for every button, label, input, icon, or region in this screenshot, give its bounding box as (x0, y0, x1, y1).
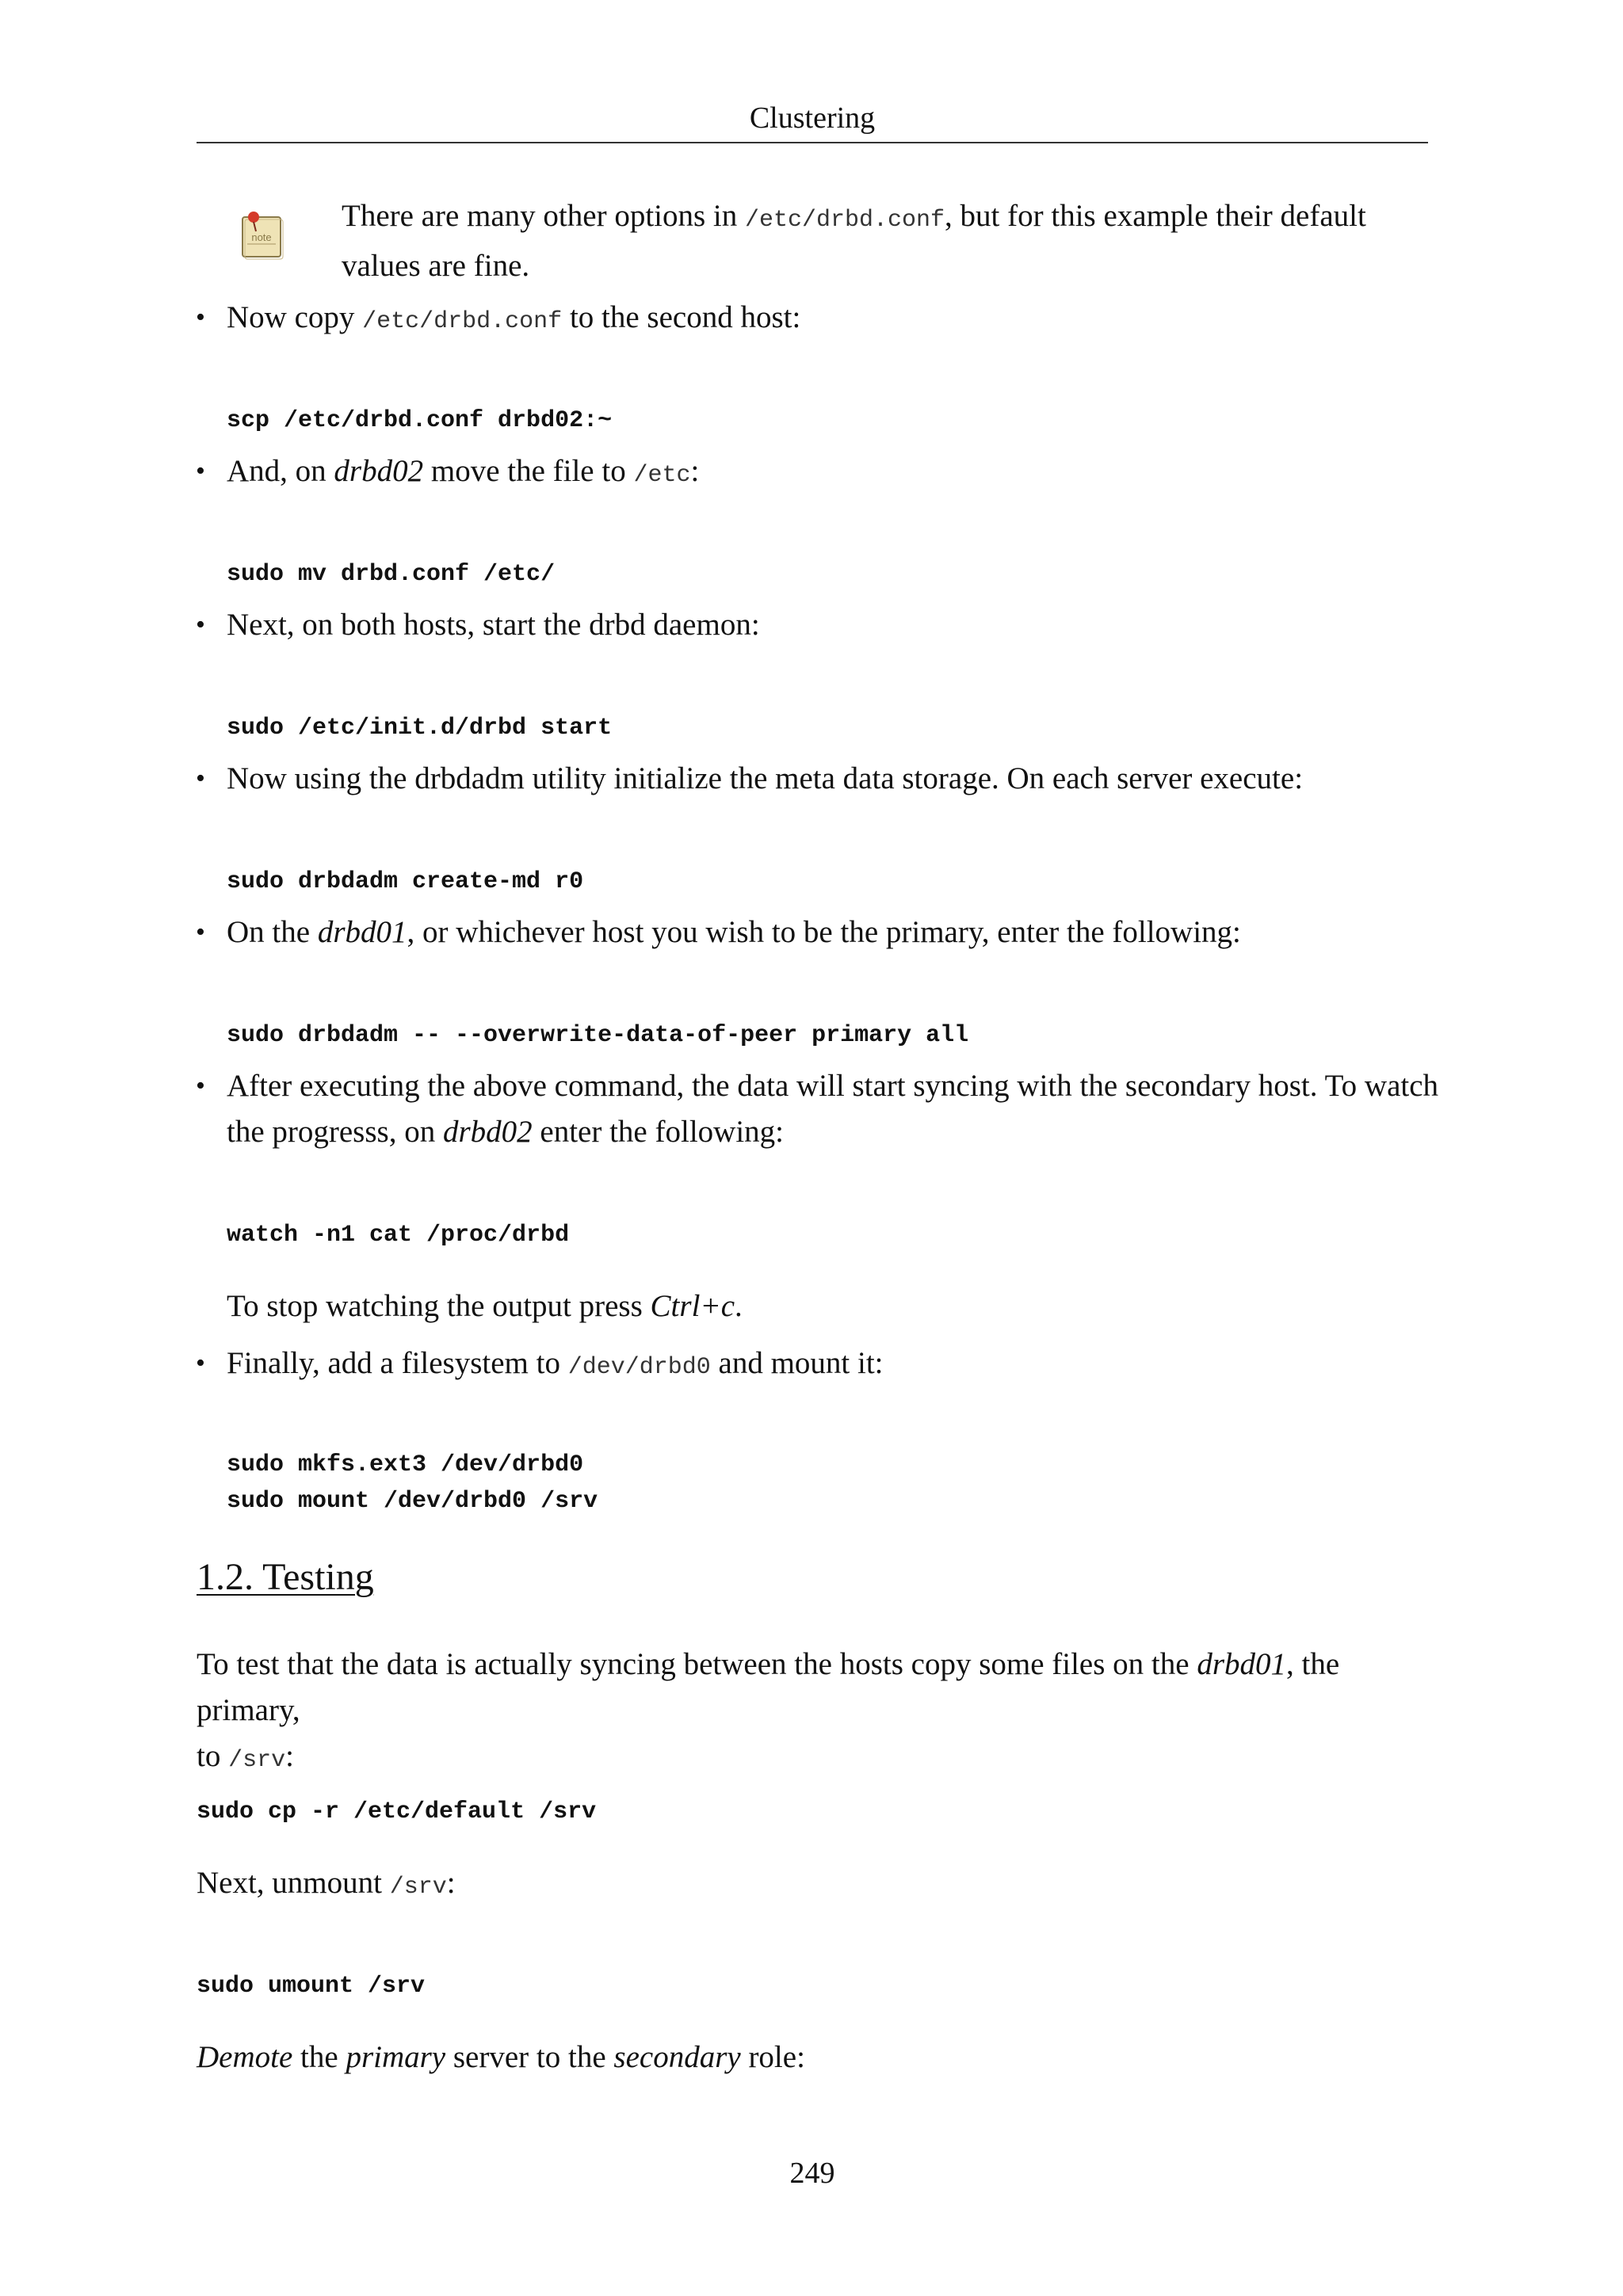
header-divider (197, 142, 1428, 143)
emphasis: primary (346, 2040, 446, 2074)
step-text: : (690, 454, 700, 488)
note-text-after: , but for this example their default values are fine. (342, 199, 1366, 283)
step-move-conf (227, 448, 699, 498)
step-text: Now copy (227, 300, 363, 334)
step-text: And, on (227, 454, 334, 488)
command-start: sudo /etc/init.d/drbd start (227, 715, 613, 742)
host-name: drbd01 (317, 915, 407, 949)
note-code: /etc/drbd.conf (745, 207, 945, 234)
step-text: and mount it: (710, 1346, 884, 1380)
step-text: To stop watching the output press (227, 1289, 651, 1323)
command-mkfs: sudo mkfs.ext3 /dev/drbd0 (227, 1451, 584, 1478)
paragraph-text: To test that the data is actually syncing between the hosts copy some files on the (197, 1647, 1197, 1681)
paragraph-text: , the primary, (197, 1647, 1340, 1727)
testing-intro-line2 (197, 1733, 1433, 1783)
step-text: Finally, add a filesystem to (227, 1346, 568, 1380)
step-text: move the file to (423, 454, 634, 488)
inline-code: /etc/drbd.conf (362, 308, 563, 335)
testing-demote-text (197, 2035, 805, 2081)
host-name: drbd01 (1197, 1647, 1286, 1681)
inline-code: /etc (633, 462, 691, 489)
bullet: • (196, 456, 205, 486)
step-set-primary (227, 910, 1241, 955)
note-text-before: There are many other options in (342, 199, 745, 233)
testing-intro (197, 1642, 1433, 1783)
step-text: the progresss, on (227, 1115, 443, 1149)
command-primary: sudo drbdadm -- --overwrite-data-of-peer primary all (227, 1022, 969, 1049)
emphasis: Demote (197, 2040, 293, 2074)
bullet: • (196, 1071, 205, 1100)
step-text: , or whichever host you wish to be the primary, enter the following: (407, 915, 1241, 949)
step-text: to the second host: (562, 300, 801, 334)
paragraph-text: : (446, 1866, 456, 1900)
inline-code: /dev/drbd0 (567, 1354, 711, 1381)
step-text: enter the following: (532, 1115, 784, 1149)
inline-code: /srv (228, 1747, 286, 1774)
host-name: drbd02 (442, 1115, 533, 1149)
inline-code: /srv (389, 1874, 447, 1901)
note-text (342, 193, 1435, 289)
command-scp: scp /etc/drbd.conf drbd02:~ (227, 407, 613, 434)
testing-intro-line1 (197, 1642, 1433, 1733)
paragraph-text: server to the (445, 2040, 614, 2074)
paragraph-text: Next, unmount (197, 1866, 390, 1900)
step-watch-sync (227, 1063, 1447, 1155)
key-combo: Ctrl+c (650, 1289, 735, 1323)
paragraph-text: the (292, 2040, 346, 2074)
bullet: • (196, 764, 205, 793)
step-text: . (735, 1289, 743, 1323)
host-name: drbd02 (334, 454, 424, 488)
paragraph-text: role: (740, 2040, 805, 2074)
command-mv: sudo mv drbd.conf /etc/ (227, 561, 556, 588)
section-title-testing: 1.2. Testing (197, 1556, 374, 1598)
command-create-md: sudo drbdadm create-md r0 (227, 868, 584, 895)
svg-text:note: note (251, 231, 272, 243)
step-text: On the (227, 915, 318, 949)
step-init-meta: Now using the drbdadm utility initialize the meta data storage. On each server execute: (227, 761, 1304, 795)
step-copy-conf (227, 295, 800, 345)
step-text-line2 (227, 1109, 1447, 1155)
emphasis: secondary (613, 2040, 741, 2074)
paragraph-text: to (197, 1739, 229, 1773)
command-umount: sudo umount /srv (197, 1973, 426, 2000)
bullet: • (196, 917, 205, 947)
step-start-daemon: Next, on both hosts, start the drbd daemon: (227, 608, 760, 642)
testing-unmount-text (197, 1860, 456, 1910)
bullet: • (196, 610, 205, 639)
paragraph-text: : (285, 1739, 294, 1773)
command-mount: sudo mount /dev/drbd0 /srv (227, 1488, 598, 1515)
bullet: • (196, 303, 205, 332)
page-number: 249 (789, 2157, 835, 2190)
step-text: After executing the above command, the data will start syncing with the secondary host. To watch (227, 1069, 1439, 1103)
running-header: Clustering (749, 101, 876, 135)
note-icon (238, 208, 285, 261)
step-filesystem (227, 1341, 884, 1390)
step-watch-followup (227, 1283, 743, 1329)
command-cp: sudo cp -r /etc/default /srv (197, 1798, 597, 1825)
bullet: • (196, 1348, 205, 1378)
command-watch: watch -n1 cat /proc/drbd (227, 1222, 570, 1249)
